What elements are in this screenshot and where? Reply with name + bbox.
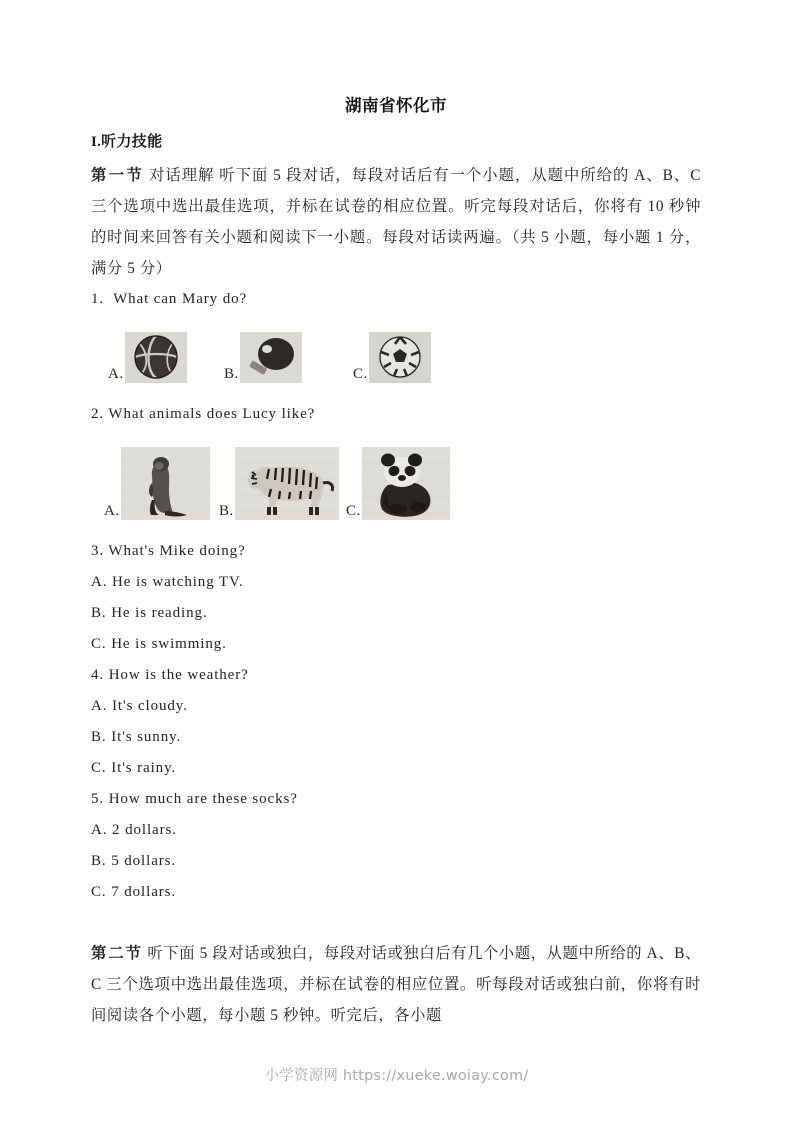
option-label-c: C.	[346, 503, 361, 519]
question-2-option-b[interactable]	[219, 447, 339, 520]
monkey-image	[121, 447, 210, 520]
question-1-option-b[interactable]	[224, 332, 302, 383]
panda-image	[362, 447, 450, 520]
question-4-text: 4. How is the weather?	[91, 667, 249, 683]
question-1-picture-options	[91, 321, 701, 383]
question-5-option-a: A. 2 dollars.	[91, 822, 177, 838]
question-2-text: 2. What animals does Lucy like?	[91, 406, 316, 422]
question-4-option-c: C. It's rainy.	[91, 760, 177, 776]
document-content	[91, 92, 701, 1031]
question-3-option-a: A. He is watching TV.	[91, 574, 244, 590]
part-one-label: 第一节	[91, 167, 145, 184]
question-1-text: 1. What can Mary do?	[91, 291, 248, 307]
part-two-instructions	[91, 938, 701, 1031]
question-1-option-c[interactable]	[353, 332, 431, 383]
question-5-text: 5. How much are these socks?	[91, 791, 298, 807]
option-label-b: B.	[224, 366, 239, 382]
page-title: 湖南省怀化市	[345, 96, 447, 115]
ping-pong-paddle-image	[240, 332, 302, 383]
question-1-option-a[interactable]	[108, 332, 187, 383]
question-2-option-c[interactable]	[346, 447, 450, 520]
part-one-instructions	[91, 160, 701, 284]
question-2-option-a[interactable]	[104, 447, 210, 520]
question-5-option-b: B. 5 dollars.	[91, 853, 177, 869]
question-3-option-c: C. He is swimming.	[91, 636, 227, 652]
option-label-c: C.	[353, 366, 368, 382]
question-4-option-a: A. It's cloudy.	[91, 698, 188, 714]
question-3-text: 3. What's Mike doing?	[91, 543, 246, 559]
question-3-option-b: B. He is reading.	[91, 605, 208, 621]
soccer-ball-image	[369, 332, 431, 383]
option-label-a: A.	[108, 366, 124, 382]
question-4-option-b: B. It's sunny.	[91, 729, 182, 745]
part-two-label: 第二节	[91, 945, 143, 962]
basketball-image	[125, 332, 187, 383]
tiger-image	[235, 447, 339, 520]
option-label-b: B.	[219, 503, 234, 519]
question-2-picture-options	[91, 436, 701, 520]
question-5-option-c: C. 7 dollars.	[91, 884, 177, 900]
section-heading-listening: I.听力技能	[91, 134, 163, 150]
footer-watermark: 小学资源网 https://xueke.woiay.com/	[264, 1068, 529, 1084]
option-label-a: A.	[104, 503, 120, 519]
part-one-body: 对话理解 听下面 5 段对话，每段对话后有一个小题，从题中所给的 A、B、C 三个选项中选出最佳选项，并标在试卷的相应位置。听完每段对话后，你将有 10 秒钟的时间来回答有关小题和阅读下一小题。每段对话读两遍。（共 5 小题，每小题 1 分，满分 5 分）	[91, 167, 701, 277]
part-two-body: 听下面 5 段对话或独白，每段对话或独白后有几个小题，从题中所给的 A、B、C 三个选项中选出最佳选项，并标在试卷的相应位置。听每段对话或独白前，你将有时间阅读各个小题，每小题 5 秒钟。听完后，各小题	[91, 945, 701, 1024]
